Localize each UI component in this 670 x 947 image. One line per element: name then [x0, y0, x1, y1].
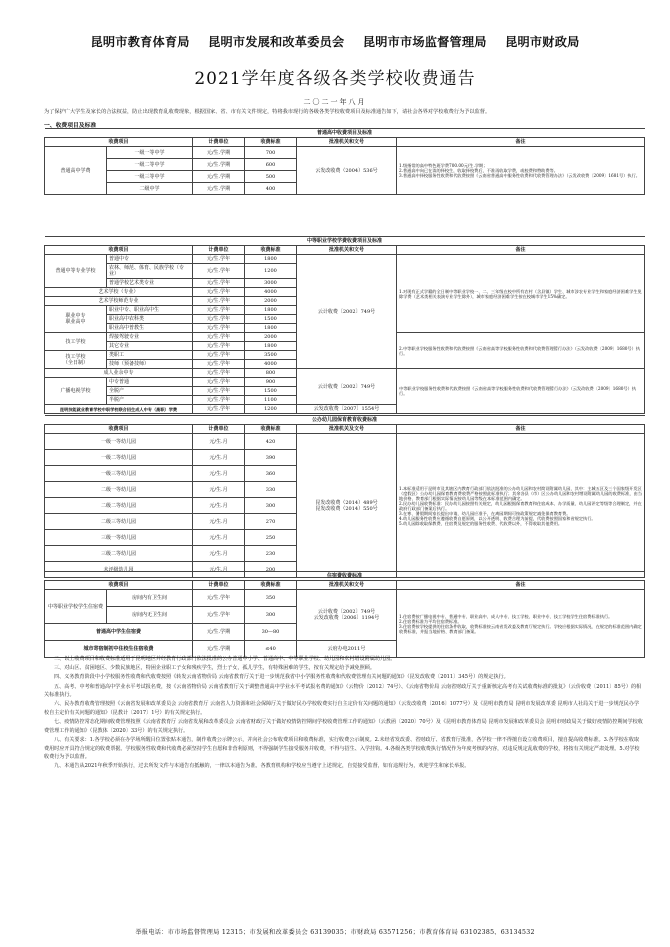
- item-cell: 普通中专: [107, 255, 193, 264]
- fee-cell: 400: [245, 183, 297, 195]
- agency-education: 昆明市教育体育局: [90, 35, 190, 49]
- col-note: 备注: [397, 425, 645, 434]
- col-approval: 批准机关和文号: [297, 138, 397, 147]
- unit-cell: 元/生.学年: [193, 351, 245, 360]
- fee-cell: 330: [245, 482, 297, 498]
- col-item: 收费项目: [45, 425, 193, 434]
- item-cell: 半脱产: [107, 396, 193, 405]
- fee-cell: 1800: [245, 255, 297, 264]
- col-item: 收费项目: [45, 246, 193, 255]
- unit-cell: 元/生.学期: [193, 171, 245, 183]
- issuing-agencies: [0, 33, 670, 50]
- fee-cell: 390: [245, 450, 297, 466]
- approval-cell: 云计收费〔2002〕749号 云发改收费〔2006〕1194号: [297, 590, 397, 641]
- unit-cell: 元/生.学期: [193, 147, 245, 159]
- approval-cell: 云发改收费〔2007〕1554号: [297, 405, 397, 414]
- col-unit: 计费单位: [193, 425, 245, 434]
- category-cell: 成人业余中专: [45, 369, 193, 378]
- intro-paragraph: 为了保护广大学生及家长的合法权益，防止出现教育乱收费现象，根据国家、省、市有关文件规定，特将我市现行的各级各类学校收费项目及标准通告如下，请社会各界对学校收费行为予以监督。: [44, 109, 491, 115]
- item-cell: 农林、师范、体育、民族学校（专业）: [107, 264, 193, 279]
- unit-cell: 元/生.学年: [193, 306, 245, 315]
- note-cell: 1.对现有正式学籍的全日制中等职业学校一、二、三年级在校中所有农村（含县镇）学生、城市涉农专业学生和家庭经济困难学生免除学费（艺术类相关表演专业学生除外），城市家庭经济困难学生按在校城市学生15%确定。: [397, 255, 645, 333]
- fee-cell: 350: [245, 590, 297, 607]
- paragraph-8: 八、有关要求：1.各学校必须在办学场所醒目位置张贴本通告，制作收费公示牌公示，并向社会公布收费项目和收费标准，实行收费公示制度。2.未经省发改委、省财政厅、省教育厅批准，各学校一律不得擅自设立收费项目，擅自提高收费标准。3.各学校在收取费用时应开具符合规定的收费票据。学校服务性收费和代收费必须坚持学生自愿和非营利原则，不得强制学生接受服务并收费，不得与招生、入学挂钩。4.各级各类学校收费执行情况作为年度考核的内容，对违反规定乱收费的学校，将按有关规定严肃处理。5.对学校收费行为予以监督。: [44, 736, 640, 761]
- fee-cell: 900: [245, 378, 297, 387]
- fee-cell: 420: [245, 434, 297, 450]
- unit-cell: 元/生.月: [193, 546, 245, 562]
- level-cell: 三级一等幼儿园: [45, 530, 193, 546]
- unit-cell: 元/生.学年: [193, 324, 245, 333]
- unit-cell: 元/生.学年: [193, 590, 245, 607]
- unit-cell: 元/生.学期: [193, 641, 245, 658]
- table-caption: 普通高中收费项目及标准: [45, 129, 645, 138]
- unit-cell: 元/生.学年: [193, 396, 245, 405]
- vocational-fee-table: [44, 236, 645, 414]
- unit-cell: 元/生.学年: [193, 315, 245, 324]
- item-cell: 职业中专、职业高中生: [107, 306, 193, 315]
- category-cell: 昆明技能就业教育学校中职学校联合招生成人中专（高职）学费: [45, 405, 193, 414]
- col-fee: 收费标准: [245, 246, 297, 255]
- item-cell: 房间内无卫生间: [107, 607, 193, 624]
- col-fee: 收费标准: [245, 425, 297, 434]
- unit-cell: 元/生.学年: [193, 333, 245, 342]
- col-approval: 批准机关和文号: [297, 581, 397, 590]
- level-cell: 二级三等幼儿园: [45, 514, 193, 530]
- level-cell: 一级一等幼儿园: [45, 434, 193, 450]
- fee-cell: 300: [245, 607, 297, 624]
- item-cell: 普通学校艺术类专业: [107, 279, 193, 288]
- level-cell: 一级二等中学: [107, 159, 193, 171]
- level-cell: 一级一等中学: [107, 147, 193, 159]
- kindergarten-fee-table: [44, 415, 645, 578]
- fee-cell: 800: [245, 369, 297, 378]
- approval-cell: 云发改收费（2004）536号: [297, 147, 397, 195]
- unit-cell: 元/生.学年: [193, 255, 245, 264]
- item-cell: 房间内有卫生间: [107, 590, 193, 607]
- dormitory-fee-table: [44, 571, 645, 658]
- table-caption: 住宿费收费标准: [45, 572, 645, 581]
- fee-cell: ≤40: [245, 641, 297, 658]
- level-cell: 未评级幼儿园: [45, 562, 193, 578]
- col-note: 备注: [397, 246, 645, 255]
- unit-cell: 元/生.学期: [193, 159, 245, 171]
- note-cell: 中等职业学校服务性收费和代收费按照《云南省高等学校服务性收费和代收费管理暂行办法》（云发改收费〔2009〕1680号）执行。: [397, 369, 645, 414]
- fee-cell: 600: [245, 159, 297, 171]
- item-cell: 全脱产: [107, 387, 193, 396]
- high-school-fee-table: [44, 128, 645, 195]
- col-fee: 收费标准: [245, 581, 297, 590]
- fee-cell: 3500: [245, 351, 297, 360]
- fee-cell: 1500: [245, 315, 297, 324]
- category-cell: 中等职业学校学生住宿费: [45, 590, 107, 624]
- col-note: 备注: [397, 138, 645, 147]
- fee-cell: 1800: [245, 342, 297, 351]
- paragraph-9: 九、本通告从2021年秋季开始执行，过去所发文件与本通告有抵触的，一律以本通告为准。各教育机构和学校应当遵守上述规定，自觉接受监督，如有违规行为，欢迎学生和家长举报。: [54, 763, 470, 770]
- fee-cell: 300: [245, 498, 297, 514]
- unit-cell: 元/生.学期: [193, 183, 245, 195]
- col-item: 收费项目: [45, 581, 193, 590]
- note-cell: 1.级指常的高中特色班学费700.00元/生.学期； 2.普通高中向已在读的择校生，收取择校费后，不准再收取学费，或校费和赞助费等。 3.普通高中择校服务性收费和代收费按照《云南省普通高中服务性收费和代收费管理办法》（云发改收费〔2009〕1681号）执行。: [397, 147, 645, 195]
- col-item: 收费项目: [45, 138, 193, 147]
- category-cell: 艺术学校（专业）: [45, 288, 193, 297]
- agency-finance: 昆明市财政局: [505, 35, 580, 49]
- unit-cell: 元/生.学年: [193, 360, 245, 369]
- col-fee: 收费标准: [245, 138, 297, 147]
- category-cell: 艺术学校师范专业: [45, 297, 193, 306]
- item-cell: 普通高中学生住宿费: [45, 624, 193, 641]
- col-note: 备注: [397, 581, 645, 590]
- paragraph-7: 七、疫情防控常态化期间收费管理按照《云南省教育厅 云南省发展和改革委员会 云南省财政厅关于做好疫情防控期间学校收费管理工作的通知》（云教函〔2020〕70号）及《昆明市教育体育局 昆明市发展和改革委员会 昆明市财政局关于做好疫情防控期间学校收费管理工作的通知》（昆教体〔2020〕33号）的有关规定执行。: [44, 719, 643, 734]
- table-caption: 公办幼儿园保育教育收费标准: [45, 416, 645, 425]
- fee-cell: 200: [245, 562, 297, 578]
- level-cell: 三级二等幼儿园: [45, 546, 193, 562]
- fee-cell: 250: [245, 530, 297, 546]
- fee-cell: 1800: [245, 324, 297, 333]
- report-hotlines: 举报电话：市市场监督管理局 12315；市发展和改革委员会 63139035；市财政局 63571256；市教育体育局 63102385、63134532: [135, 929, 535, 936]
- unit-cell: 元/生.学年: [193, 607, 245, 624]
- paragraph-2: 二、以上收费项目和收费标准适用于昆明地区并经教育行政部门依法批准的公办普通中小学、普通高中、中等职业学校、幼儿园和农村增设附属幼儿园。: [54, 656, 396, 662]
- fee-cell: 1200: [245, 405, 297, 414]
- fee-cell: 230: [245, 546, 297, 562]
- notice-body: [44, 655, 644, 771]
- fee-cell: 270: [245, 514, 297, 530]
- col-approval: 批准机关和文号: [297, 246, 397, 255]
- note-cell: 1.本标准适用于昆明市及其辖区内教育行政部门依法批准的公办幼儿园和农村简设附属幼儿园，其中：主城五区及三个国家级开发区（度假区）公办幼儿园保育教育费收费严格按照此标准执行；其余各县（市）区公办幼儿园和农村增设附属幼儿园的收费标准，由当地价格、教育部门根据实际情况按幼儿园等级在本标准范围内确定。 2.民办幼儿园收费标准：民办幼儿园按照有关规定，幼儿园根据保育教育和住宿成本、办学质量、幼儿园评定等级等合理制定，并在政府行政部门备案后执行。 3.在寒、暑假期间家长提出申请，幼儿园应准予，在离园期间可按政策规定减免保育教育费。 4.幼儿园服务性收费应遵循收费自愿原则，以公开透明、收费合理为前提，代收费按照国家和省规定执行。 5.幼儿园除收取保教费、住宿费及规定的服务性收费、代收费以外，不得收取其他费用。: [397, 434, 645, 578]
- unit-cell: 元/生.学年: [193, 387, 245, 396]
- col-unit: 计费单位: [193, 246, 245, 255]
- unit-cell: 元/生.月: [193, 466, 245, 482]
- fee-cell: 1200: [245, 264, 297, 279]
- unit-cell: 元/生.学年: [193, 342, 245, 351]
- col-approval: 批准机关及文号: [297, 425, 397, 434]
- unit-cell: 元/生.学年: [193, 369, 245, 378]
- fee-cell: 4000: [245, 360, 297, 369]
- fee-cell: 360: [245, 466, 297, 482]
- unit-cell: 元/生.学年: [193, 297, 245, 306]
- unit-cell: 元/生.学年: [193, 405, 245, 414]
- unit-cell: 元/生.学年: [193, 288, 245, 297]
- unit-cell: 元/生.月: [193, 498, 245, 514]
- fee-cell: 4000: [245, 288, 297, 297]
- item-cell: 类职工: [107, 351, 193, 360]
- category-cell: 职业中专 职业高中: [45, 306, 107, 333]
- section-heading: 一、收费项目及标准: [44, 123, 97, 129]
- level-cell: 二级二等幼儿园: [45, 498, 193, 514]
- fee-cell: 1800: [245, 306, 297, 315]
- agency-development: 昆明市发展和改革委员会: [208, 35, 345, 49]
- level-cell: 一级二等幼儿园: [45, 450, 193, 466]
- notice-title: 2021学年度各级各类学校收费通告: [194, 69, 476, 89]
- unit-cell: 元/生.月: [193, 434, 245, 450]
- category-cell: 广播电视学校: [45, 378, 107, 405]
- unit-cell: 元/生.月: [193, 482, 245, 498]
- category-cell: 技工学校: [45, 333, 107, 351]
- paragraph-3: 三、对山区、贫困地区、少数民族地区，特困企业职工子女和残疾学生，烈士子女，孤儿学生，有特殊困难的学生，按有关规定给予减免照顾。: [54, 665, 375, 672]
- paragraph-5: 五、高考、中考和普通高中学业水平考试报名费，按《云南省物价局 云南省教育厅关于调整普通高中学业水平考试报名费的通知》（云物价〔2012〕74号）、《云南省物价局 云南省财政厅关于重新核定高考有关试收费标准的批复》（云价收费〔2011〕85号）的相关标准执行。: [44, 683, 642, 699]
- fee-cell: 3000: [245, 279, 297, 288]
- category-cell: 普通高中学费: [45, 147, 107, 195]
- fee-cell: 1500: [245, 387, 297, 396]
- fee-cell: 500: [245, 171, 297, 183]
- level-cell: 一级三等中学: [107, 171, 193, 183]
- unit-cell: 元/生.月: [193, 450, 245, 466]
- note-cell: 1.住宿费按广播电视中专、普通中专、职业高中、成人中专、技工学校、职业中专、技工学校学生住宿费标准执行。 2.住宿费标准为平均住宿费标准。 3.住宿费按学校提供的住宿条件收取，收费标准按云南省发改委及教育厅规定执行。学校应根据实际情况，在规定的标准范围内确定收费标准，并报当地价格、教育部门备案。: [397, 590, 645, 658]
- level-cell: 二级中学: [107, 183, 193, 195]
- item-cell: 城市寄宿制初中住校生住宿收费: [45, 641, 193, 658]
- unit-cell: 元/生.月: [193, 562, 245, 578]
- fee-cell: 1100: [245, 396, 297, 405]
- approval-cell: 云计收费〔2002〕749号: [297, 369, 397, 405]
- col-unit: 计费单位: [193, 581, 245, 590]
- fee-cell: 2000: [245, 297, 297, 306]
- fee-cell: 30—80: [245, 624, 297, 641]
- table-caption: 中等职业学校学费收费项目及标准: [45, 237, 645, 246]
- item-cell: 焊接驾驶专业: [107, 333, 193, 342]
- unit-cell: 元/生.学年: [193, 264, 245, 279]
- item-cell: 职业高中普教生: [107, 324, 193, 333]
- unit-cell: 元/生.月: [193, 530, 245, 546]
- unit-cell: 元/生.月: [193, 514, 245, 530]
- fee-cell: 700: [245, 147, 297, 159]
- category-cell: 技工学校 （全日制）: [45, 351, 107, 369]
- category-cell: 普通中等专业学校: [45, 255, 107, 288]
- agency-market: 昆明市市场监督管理局: [362, 35, 487, 49]
- item-cell: 中专普通: [107, 378, 193, 387]
- level-cell: 一级三等幼儿园: [45, 466, 193, 482]
- fee-cell: 2000: [245, 333, 297, 342]
- unit-cell: 元/生.学期: [193, 624, 245, 641]
- unit-cell: 元/生.学年: [193, 378, 245, 387]
- approval-cell: 云府办电2011号: [297, 641, 397, 658]
- paragraph-4: 四、义务教育阶段中小学校服务性收费和代收费按照《转发云南省物价局 云南省教育厅关于进一步规范我省中小学服务性收费和代收费管理有关问题的通知》（昆发改收费〔2011〕345号）的规定执行。: [54, 674, 509, 681]
- item-cell: 职业高中农科类: [107, 315, 193, 324]
- item-cell: 其它专业: [107, 342, 193, 351]
- note-cell: 2.中等职业学校服务性收费和代收费按照《云南省高等学校服务性收费和代收费管理暂行办法》（云发改收费〔2009〕1680号）执行。: [397, 333, 645, 369]
- col-unit: 计费单位: [193, 138, 245, 147]
- approval-cell: 昆发改收费（2014）489号 昆发改收费（2014）550号: [297, 434, 397, 578]
- notice-date: 二〇二一年八月: [303, 98, 367, 106]
- unit-cell: 元/生.学年: [193, 279, 245, 288]
- level-cell: 二级一等幼儿园: [45, 482, 193, 498]
- approval-cell: 云计收费〔2002〕749号: [297, 255, 397, 369]
- item-cell: 技师（预备技师）: [107, 360, 193, 369]
- paragraph-6: 六、民办教育收费管理按照《云南省发展和改革委员会 云南省教育厅 云南省人力资源和社会保障厅关于做好民办学校收费实行自主定价有关问题的通知》（云发改收费〔2016〕1077号）及《昆明市教育局 昆明市发展改革委 昆明市人社局关于进一步规范民办学校自主定价有关问题的通知》（昆教计〔2017〕1号）的有关规定执行。: [44, 701, 640, 716]
